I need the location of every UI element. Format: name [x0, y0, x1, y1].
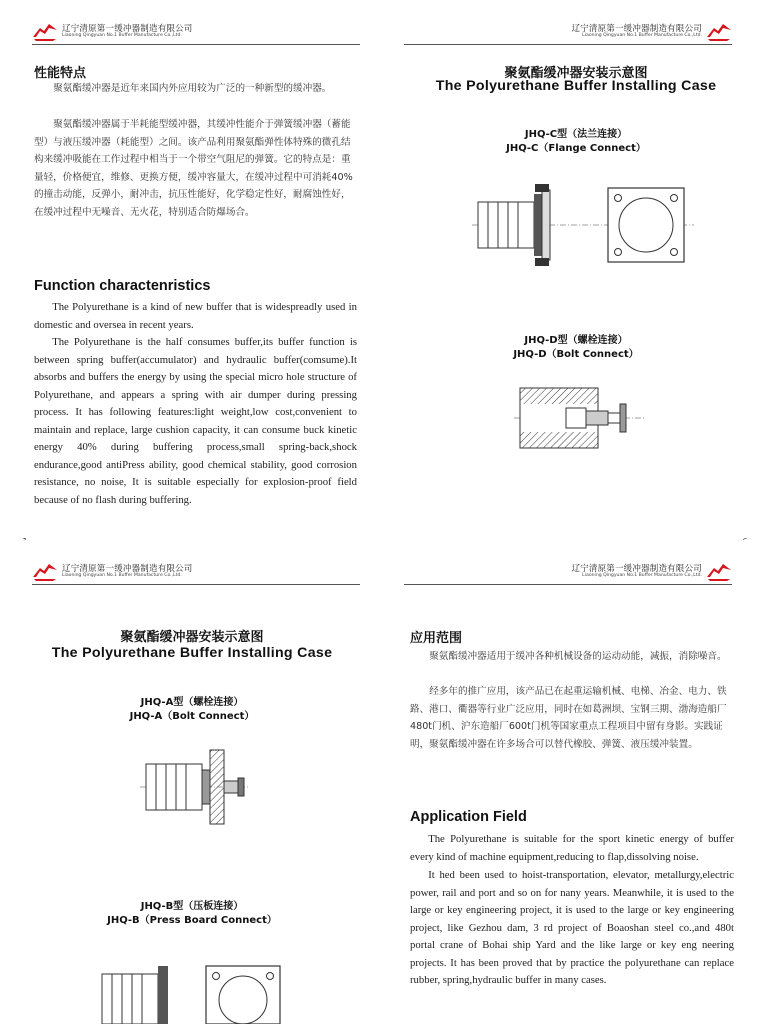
performance-paragraph-cn-1: 聚氨酯缓冲器是近年来国内外应用较为广泛的一种新型的缓冲器。 — [53, 83, 332, 94]
jhq-c-label-cn: JHQ-C型（法兰连接） — [524, 129, 628, 140]
function-heading-en: Function charactenristics — [34, 278, 211, 294]
jhq-b-press-board-diagram — [96, 960, 296, 1024]
installing-case-title-en: The Polyurethane Buffer Installing Case — [435, 78, 717, 94]
page-installing-case-a-b — [0, 540, 384, 1024]
company-header — [32, 562, 193, 582]
company-header — [571, 22, 732, 42]
jhq-c-label-en: JHQ-C（Flange Connect） — [506, 143, 646, 154]
header-divider — [32, 44, 360, 45]
jhq-c-flange-diagram — [468, 180, 698, 270]
application-paragraph-en-2: It hed been used to hoist-transportation, elevator, metallurgy,electric power, rail and port and so on for nany years. Meanwhile, it is used to the large or key engineering project, it is used to the large or key engineering project, like Gezhou dam, 3 rd project of Boaoshan steel co.,and 480t portal crane of Bohai ship Yard and the like large or key eng neering projects. It has been proved that by practice the polyurethane can replace rubber, spring,hydraulic buffer in many cases. — [410, 869, 734, 986]
application-paragraph-en-1: The Polyurethane is suitable for the sport kinetic energy of buffer every kind of machine equipment,reducing to flap,dissolving noise. — [410, 833, 734, 863]
performance-paragraph-cn-2: 聚氨酯缓冲器属于半耗能型缓冲器，其缓冲性能介于弹簧缓冲器（蓄能型）与液压缓冲器（耗能型）之间。该产品利用聚氨酯弹性体特殊的微孔结构来缓冲吸能在工作过程中相当于一个带空气阻尼的弹簧。它的特点是：重量轻，价格便宜，维修、更换方便，缓冲容量大，在缓冲过程中可消耗40%的撞击动能，反弹小，耐冲击，抗压性能好，化学稳定性好，耐腐蚀性好，在缓冲过程中无噪音、无火花，特别适合防爆场合。 — [34, 119, 353, 218]
performance-heading-cn: 性能特点 — [34, 66, 87, 81]
header-divider — [404, 584, 732, 585]
page-application-field — [384, 540, 768, 1024]
application-heading-en: Application Field — [410, 809, 527, 825]
jhq-d-bolt-diagram — [514, 378, 644, 458]
jhq-a-label-cn: JHQ-A型（螺栓连接） — [140, 697, 244, 708]
installing-case-title-en: The Polyurethane Buffer Installing Case — [51, 645, 333, 661]
application-heading-cn: 应用范围 — [410, 631, 463, 646]
installing-case-title-cn: 聚氨酯缓冲器安装示意图 — [504, 66, 648, 81]
page-1 — [0, 0, 384, 512]
company-name-cn: 辽宁清原第一缓冲器制造有限公司 — [62, 564, 193, 575]
company-name-en: Liaoning Qingyuan No.1 Buffer Manufacture Co.,Ltd. — [582, 33, 702, 39]
jhq-b-label-cn: JHQ-B型（压板连接） — [140, 901, 244, 912]
jhq-b-label-en: JHQ-B（Press Board Connect） — [107, 915, 277, 926]
company-name-cn: 辽宁清原第一缓冲器制造有限公司 — [62, 24, 193, 35]
header-divider — [32, 584, 360, 585]
installing-case-title-cn: 聚氨酯缓冲器安装示意图 — [120, 630, 264, 645]
company-logo-icon — [32, 562, 58, 582]
company-name-en: Liaoning Qingyuan No.1 Buffer Manufacture Co.,Ltd. — [62, 573, 182, 579]
application-paragraph-cn-2: 经多年的推广应用，该产品已在起重运输机械、电梯、冶金、电力、铁路、港口、衢器等行业广泛应用，同时在如葛洲坝、宝钢三期、渤海造船厂480t门机、沪东造船厂600t门机等国家重点工程项目中留有身影。实践证明，聚氨酯缓冲器在许多场合可以替代橡胶、弹簧、液压缓冲装置。 — [410, 686, 727, 750]
company-logo-icon — [706, 562, 732, 582]
company-header — [571, 562, 732, 582]
jhq-d-label-cn: JHQ-D型（螺栓连接） — [524, 335, 628, 346]
jhq-d-label-en: JHQ-D（Bolt Connect） — [513, 349, 639, 360]
function-paragraph-en-2: The Polyurethane is the half consumes buffer,its buffer function is between spring buffer(accumulator) and hydraulic buffer(comsume).It absorbs and buffers the energy by using the special micro hole structure of Polyurethane, and appears a spring with air dumper during pressing process. It has following features:light weight,low cost,convenient to maintain and replace, large cushion capacity, it can consume buck kinetic energy 40% during buffering process,small spring-back,shock endurance,good antiPress ability, good chemical stability, good corrosion resistance, no noise, It is suitable especially for explosion-proof field because of no flash during buffering. — [34, 336, 357, 506]
header-divider — [404, 44, 732, 45]
company-logo-icon — [706, 22, 732, 42]
jhq-a-bolt-diagram — [140, 744, 250, 830]
company-name-cn: 辽宁清原第一缓冲器制造有限公司 — [571, 24, 702, 35]
function-paragraph-en-1: The Polyurethane is a kind of new buffer that is widespreadly used in domestic and oversea in recent years. — [34, 301, 357, 331]
company-header — [32, 22, 193, 42]
company-name-cn: 辽宁清原第一缓冲器制造有限公司 — [571, 564, 702, 575]
application-paragraph-cn-1: 聚氨酯缓冲器适用于缓冲各种机械设备的运动动能，减振，消除噪音。 — [429, 651, 727, 662]
company-name-en: Liaoning Qingyuan No.1 Buffer Manufacture Co.,Ltd. — [62, 33, 182, 39]
company-logo-icon — [32, 22, 58, 42]
jhq-a-label-en: JHQ-A（Bolt Connect） — [129, 711, 255, 722]
page-6 — [384, 0, 768, 512]
company-name-en: Liaoning Qingyuan No.1 Buffer Manufacture Co.,Ltd. — [582, 573, 702, 579]
